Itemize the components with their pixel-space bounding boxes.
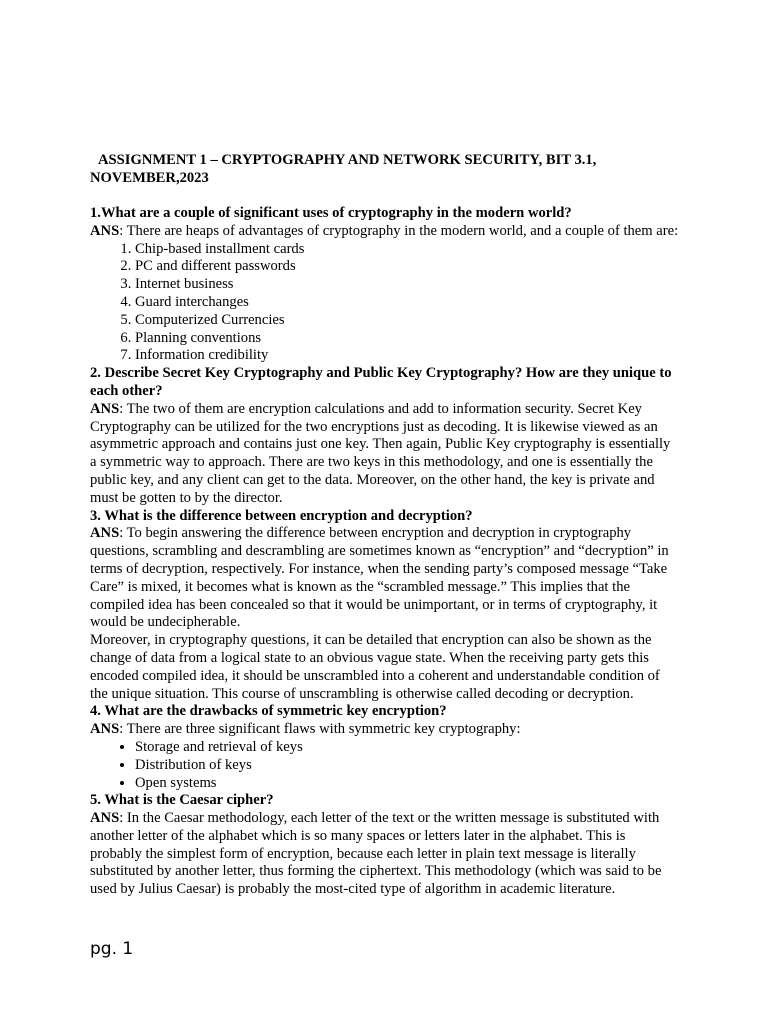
list-item: 4. Guard interchanges: [135, 294, 680, 312]
answer-2: [90, 401, 680, 508]
list-item: • Storage and retrieval of keys: [135, 739, 680, 757]
drawbacks-list: [90, 739, 680, 792]
document-title: [90, 151, 680, 187]
list-item: 5. Computerized Currencies: [135, 312, 680, 330]
question-4: 4. What are the drawbacks of symmetric key encryption?: [90, 703, 447, 720]
answer-2-text: : The two of them are encryption calculations and add to information security. Secret Key Cryptography can be utilized for the two encryptions just as decoding. It is likewise viewed as an asymmetric approach and contains just one key. Then again, Public Key cryptography is essentially a symmetric way to approach. There are two keys in this methodology, and one is essentially the public key, and any client can get to the data. Moreover, on the other hand, the key is private and must be gotten to by the director.: [90, 400, 671, 506]
ans-label: ANS: [90, 222, 120, 239]
answer-5-text: : In the Caesar methodology, each letter of the text or the written message is substituted with another letter of the alphabet which is so many spaces or letters later in the alphabet. This is probably the simplest form of encryption, because each letter in plain text message is literally substituted by another letter, thus forming the ciphertext. This methodology (which was said to be used by Julius Caesar) is probably the most-cited type of algorithm in academic literature.: [90, 810, 662, 898]
list-item: • Open systems: [135, 775, 680, 793]
page-number: pg. 1: [90, 939, 134, 959]
title-line-2: NOVEMBER,2023: [90, 170, 209, 186]
list-item: 6. Planning conventions: [135, 330, 680, 348]
answer-1: [90, 223, 680, 241]
list-item: 1. Chip-based installment cards: [135, 241, 680, 259]
answer-1-text: : There are heaps of advantages of cryptography in the modern world, and a couple of them are:: [119, 222, 679, 239]
list-item: • Distribution of keys: [135, 757, 680, 775]
list-item: 2. PC and different passwords: [135, 258, 680, 276]
ans-label: ANS: [90, 721, 120, 738]
list-item: 3. Internet business: [135, 276, 680, 294]
question-1: 1.What are a couple of significant uses of cryptography in the modern world?: [90, 205, 572, 221]
spacer: [90, 187, 680, 205]
answer-3-text: : To begin answering the difference between encryption and decryption in cryptography questions, scrambling and descrambling are sometimes known as “encryption” and “decryption” in terms of decryption, respectively. For instance, when the sending party’s composed message “Take Care” is mixed, it becomes what is known as the “scrambled message.” This implies that the compiled idea has been concealed so that it would be unimportant, or in terms of cryptography, it would be undecipherable.: [90, 525, 669, 631]
question-3: 3. What is the difference between encryption and decryption?: [90, 507, 473, 524]
answer-4-text: : There are three significant flaws with symmetric key cryptography:: [119, 721, 521, 738]
ans-label: ANS: [90, 525, 120, 542]
answer-4: [90, 721, 680, 739]
ans-label: ANS: [90, 400, 120, 417]
uses-list: [90, 241, 680, 366]
document-page: [90, 151, 680, 899]
question-5: 5. What is the Caesar cipher?: [90, 792, 274, 809]
list-item: 7. Information credibility: [135, 347, 680, 365]
ans-label: ANS: [90, 810, 120, 827]
title-line-1: ASSIGNMENT 1 – CRYPTOGRAPHY AND NETWORK SECURITY, BIT 3.1,: [98, 152, 597, 168]
question-2: 2. Describe Secret Key Cryptography and Public Key Cryptography? How are they unique to each other?: [90, 365, 672, 399]
answer-3: [90, 525, 680, 632]
answer-3-paragraph-2: Moreover, in cryptography questions, it can be detailed that encryption can also be shown as the change of data from a logical state to an obvious vague state. When the receiving party gets this encoded compiled idea, it should be unscrambled into a coherent and understandable condition of the unique situation. This course of unscrambling is otherwise called decoding or decryption.: [90, 632, 660, 702]
answer-5: [90, 810, 680, 899]
